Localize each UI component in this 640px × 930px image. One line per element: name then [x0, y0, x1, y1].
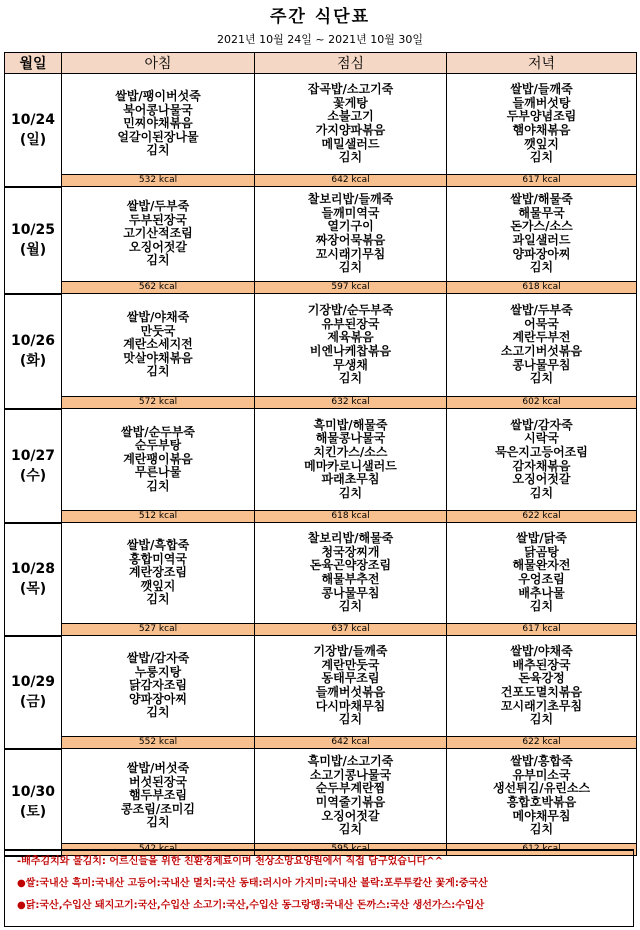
dinner-cell [447, 74, 637, 175]
menu-item: 쌀밥/감자죽 [510, 417, 573, 432]
kcal-cell: 562 kcal [62, 282, 255, 294]
menu-item: 순두부탕 [134, 438, 182, 453]
lunch-cell [255, 409, 447, 511]
menu-item: 콩나물무침 [512, 357, 571, 372]
kcal-cell: 642 kcal [255, 175, 447, 187]
header-lunch: 점심 [255, 53, 447, 74]
day-date: 10/24 [10, 111, 56, 128]
kcal-cell: 622 kcal [447, 737, 637, 749]
kcal-cell: 617 kcal [447, 175, 637, 187]
menu-item: 김치 [529, 599, 554, 614]
kcal-cell: 632 kcal [255, 397, 447, 409]
menu-item: 메야채무침 [512, 808, 571, 823]
menu-item: 찰보리밥/들깨죽 [307, 192, 394, 207]
kcal-row [5, 737, 637, 749]
menu-table [4, 52, 637, 857]
lunch-cell [255, 294, 447, 397]
menu-item: 비엔나케찹볶음 [309, 344, 392, 358]
day-row [5, 294, 637, 397]
kcal-cell: 572 kcal [62, 397, 255, 409]
menu-item: 햄야채볶음 [512, 123, 571, 137]
day-date: 10/27 [10, 447, 56, 464]
date-range: 2021년 10월 24일 ~ 2021년 10월 30일 [217, 33, 423, 46]
menu-item: 맛살야채볶음 [123, 350, 193, 365]
menu-item: 소고기콩나물국 [309, 767, 392, 782]
menu-item: 꼬시래기무침 [315, 246, 386, 261]
breakfast-cell [62, 749, 255, 844]
day-row [5, 749, 637, 844]
menu-item: 오징어젓갈 [129, 239, 187, 254]
menu-item: 쌀밥/두부죽 [126, 199, 190, 214]
menu-item: 누룽지탕 [134, 664, 182, 679]
menu-item: 해물완자전 [512, 558, 571, 573]
dinner-cell [447, 523, 637, 624]
day-cell [5, 187, 62, 294]
menu-item: 양파장아찌 [512, 246, 571, 261]
menu-item: 쌀밥/야채죽 [510, 644, 573, 659]
day-cell [5, 636, 62, 749]
menu-item: 계란두부전 [512, 330, 571, 345]
header-date: 월일 [5, 53, 62, 74]
menu-item: 오징어젓갈 [512, 472, 571, 487]
menu-item: 순두부계란찜 [315, 781, 386, 796]
kcal-cell: 618 kcal [255, 511, 447, 523]
kcal-cell: 642 kcal [255, 737, 447, 749]
note-origin-1: ●쌀:국내산 흑미:국내산 고등어:국내산 멸치:국산 동태:러시아 가지미:국내산 볼락:포루투칼산 꽃게:중국산 [17, 878, 488, 889]
kcal-cell: 637 kcal [255, 624, 447, 636]
menu-item: 쌀밥/해물죽 [510, 192, 573, 207]
menu-item: 무른나물 [134, 465, 182, 480]
kcal-cell: 618 kcal [447, 282, 637, 294]
menu-item: 깻잎지 [524, 136, 559, 151]
menu-item: 꼬시래기초무침 [500, 698, 583, 713]
menu-item: 양파장아찌 [129, 691, 187, 706]
menu-item: 김치 [338, 150, 363, 165]
menu-item: 해물무국 [518, 205, 565, 220]
menu-item: 김치 [529, 371, 554, 386]
menu-item: 들깨버섯탕 [512, 95, 571, 110]
menu-item: 우엉조림 [518, 572, 565, 586]
menu-item: 동태무조림 [321, 671, 380, 686]
menu-item: 김치 [338, 260, 363, 275]
kcal-cell: 532 kcal [62, 175, 255, 187]
menu-item: 어묵국 [524, 316, 559, 331]
day-cell [5, 294, 62, 409]
menu-item: 유부된장국 [321, 316, 380, 331]
menu-item: 김치 [529, 712, 554, 727]
kcal-cell: 617 kcal [447, 624, 637, 636]
menu-item: 김치 [529, 150, 554, 165]
menu-item: 메밀샐러드 [321, 136, 380, 151]
dinner-cell [447, 409, 637, 511]
menu-item: 계란만둣국 [321, 657, 380, 672]
menu-item: 무생채 [333, 357, 368, 372]
day-date: 10/28 [10, 561, 56, 577]
breakfast-cell [62, 294, 255, 397]
menu-item: 쌀밥/두부죽 [510, 303, 573, 318]
lunch-cell [255, 523, 447, 624]
menu-item: 파래초무침 [321, 472, 380, 487]
kcal-cell: 602 kcal [447, 397, 637, 409]
kcal-row [5, 282, 637, 294]
kcal-row [5, 624, 637, 636]
dinner-cell [447, 636, 637, 737]
menu-item: 두부된장국 [129, 212, 187, 227]
menu-item: 북어콩나물국 [123, 102, 193, 117]
menu-item: 깻잎지 [140, 578, 176, 593]
menu-item: 두부양념조림 [506, 109, 577, 124]
menu-item: 김치 [338, 712, 363, 727]
menu-item: 김치 [146, 253, 170, 268]
menu-item: 홍합미역국 [129, 551, 187, 566]
menu-item: 돈가스/소스 [510, 219, 573, 234]
menu-item: 김치 [146, 705, 170, 720]
day-row [5, 523, 637, 624]
menu-item: 쌀밥/닭죽 [516, 531, 567, 546]
menu-item: 닭감자조림 [129, 678, 187, 693]
menu-item: 민찌야채볶음 [123, 116, 193, 131]
menu-item: 만둣국 [140, 323, 176, 338]
menu-item: 기장밥/순두부죽 [307, 303, 394, 318]
menu-item: 쌀밥/야채죽 [126, 310, 190, 325]
menu-item: 쌀밥/팽이버섯죽 [115, 89, 201, 104]
day-date: 10/30 [10, 784, 56, 800]
menu-item: 계란소세지전 [123, 337, 193, 352]
kcal-cell: 512 kcal [62, 511, 255, 523]
menu-item: 메마카로니샐러드 [304, 458, 397, 473]
note-kimchi: -배추김치와 물김치: 어르신들을 위한 친환경제료이며 천상소망요양원에서 직접 담구었습니다^^ [17, 856, 444, 867]
menu-item: 얼갈이된장나물 [117, 129, 199, 144]
menu-item: 쌀밥/흥합죽 [510, 754, 573, 769]
menu-item: 계란장조림 [129, 565, 187, 580]
dinner-cell [447, 294, 637, 397]
day-date: 10/29 [10, 674, 56, 690]
menu-item: 김치 [338, 822, 363, 837]
kcal-cell: 612 kcal [447, 844, 637, 856]
kcal-cell: 527 kcal [62, 624, 255, 636]
menu-item: 배추된장국 [512, 657, 571, 672]
menu-item: 흥합호박볶음 [506, 795, 577, 809]
menu-item: 꽃게탕 [333, 95, 368, 110]
menu-item: 김치 [146, 592, 170, 607]
day-weekday: (수) [19, 467, 47, 484]
kcal-cell: 595 kcal [255, 844, 447, 856]
menu-item: 다시마채무침 [315, 698, 386, 713]
menu-item: 쌀밥/감자죽 [126, 651, 190, 666]
breakfast-cell [62, 636, 255, 737]
menu-item: 제육볶음 [327, 330, 374, 345]
menu-item: 쌀밥/흑합죽 [126, 538, 190, 553]
menu-item: 돈육곤약장조림 [309, 558, 392, 573]
menu-item: 짜장어묵볶음 [315, 233, 386, 247]
menu-item: 쌀밥/들깨죽 [510, 82, 573, 97]
menu-item: 김치 [338, 371, 363, 386]
kcal-cell: 552 kcal [62, 737, 255, 749]
menu-item: 김치 [338, 599, 363, 614]
menu-item: 닭곰탕 [524, 544, 559, 559]
menu-item: 배추나물 [518, 585, 565, 600]
menu-item: 돈육강정 [518, 671, 565, 686]
menu-item: 잡곡밥/소고기죽 [307, 82, 394, 97]
breakfast-cell [62, 74, 255, 175]
note-origin-2: ●닭:국산,수입산 돼지고기:국산,수입산 소고기:국산,수입산 동그랑땡:국내산 돈까스:국산 생선가스:수입산 [17, 900, 485, 911]
menu-item: 건포도멸치볶음 [500, 685, 583, 699]
day-cell [5, 749, 62, 856]
menu-item: 고기산적조림 [123, 226, 193, 241]
notes-box [4, 849, 634, 927]
menu-item: 김치 [529, 485, 554, 500]
day-weekday: (금) [19, 694, 47, 710]
page-title: 주간 식단표 [269, 7, 371, 27]
lunch-cell [255, 636, 447, 737]
menu-item: 소불고기 [327, 109, 374, 124]
lunch-cell [255, 187, 447, 282]
lunch-cell [255, 74, 447, 175]
menu-item: 묵은지고등어조림 [495, 444, 588, 459]
day-date: 10/26 [10, 333, 56, 349]
menu-item: 쌀밥/순두부죽 [121, 424, 195, 439]
menu-item: 유부미소국 [512, 767, 571, 782]
dinner-cell [447, 749, 637, 844]
menu-item: 시락국 [524, 431, 559, 446]
menu-item: 들깨버섯볶음 [315, 685, 386, 699]
day-row [5, 187, 637, 282]
menu-item: 감자채볶음 [512, 458, 571, 473]
menu-item: 과일샐러드 [512, 233, 571, 247]
breakfast-cell [62, 409, 255, 511]
menu-item: 김치 [146, 815, 170, 830]
menu-item: 햄두부조림 [129, 788, 187, 803]
menu-item: 소고기버섯볶음 [500, 344, 583, 358]
menu-item: 김치 [338, 485, 363, 500]
day-row [5, 409, 637, 511]
kcal-cell: 597 kcal [255, 282, 447, 294]
menu-item: 콩조림/조미김 [121, 801, 195, 816]
breakfast-cell [62, 523, 255, 624]
menu-item: 김치 [529, 260, 554, 275]
day-weekday: (화) [19, 353, 47, 369]
menu-item: 쌀밥/버섯죽 [126, 761, 190, 776]
day-cell [5, 409, 62, 523]
menu-item: 김치 [529, 822, 554, 837]
kcal-cell: 622 kcal [447, 511, 637, 523]
day-weekday: (일) [19, 131, 47, 148]
menu-item: 청국장찌개 [321, 544, 380, 559]
menu-item: 김치 [146, 364, 170, 379]
breakfast-cell [62, 187, 255, 282]
day-date: 10/25 [10, 222, 56, 238]
menu-item: 가지양파볶음 [315, 123, 386, 137]
menu-item: 기장밥/들깨죽 [313, 644, 388, 659]
day-row [5, 636, 637, 737]
kcal-row [5, 511, 637, 523]
day-row [5, 74, 637, 175]
menu-item: 찰보리밥/해물죽 [307, 531, 394, 546]
day-cell [5, 74, 62, 187]
menu-item: 흑미밥/해물죽 [313, 417, 388, 432]
menu-item: 오징어젓갈 [321, 808, 380, 823]
day-weekday: (토) [19, 804, 47, 820]
header-breakfast: 아침 [62, 53, 255, 74]
day-weekday: (목) [19, 581, 47, 597]
lunch-cell [255, 749, 447, 844]
dinner-cell [447, 187, 637, 282]
menu-item: 해물부추전 [321, 572, 380, 586]
kcal-row [5, 175, 637, 187]
menu-item: 들깨미역국 [321, 205, 380, 220]
menu-item: 치킨가스/소스 [313, 444, 388, 459]
day-weekday: (월) [19, 242, 47, 258]
menu-item: 김치 [146, 478, 170, 493]
menu-item: 해물콩나물국 [315, 431, 386, 446]
kcal-cell: 542 kcal [62, 844, 255, 856]
menu-item: 흑미밥/소고기죽 [307, 754, 394, 769]
menu-item: 김치 [146, 143, 170, 158]
menu-item: 버섯된장국 [129, 774, 187, 789]
menu-item: 생선튀김/유린소스 [492, 781, 591, 796]
menu-item: 열기구이 [327, 219, 374, 234]
menu-item: 미역줄기볶음 [315, 795, 386, 809]
menu-item: 콩나물무침 [321, 585, 380, 600]
kcal-row [5, 397, 637, 409]
header-dinner: 저녁 [447, 53, 637, 74]
menu-item: 계란팽이볶음 [123, 451, 193, 466]
day-cell [5, 523, 62, 636]
